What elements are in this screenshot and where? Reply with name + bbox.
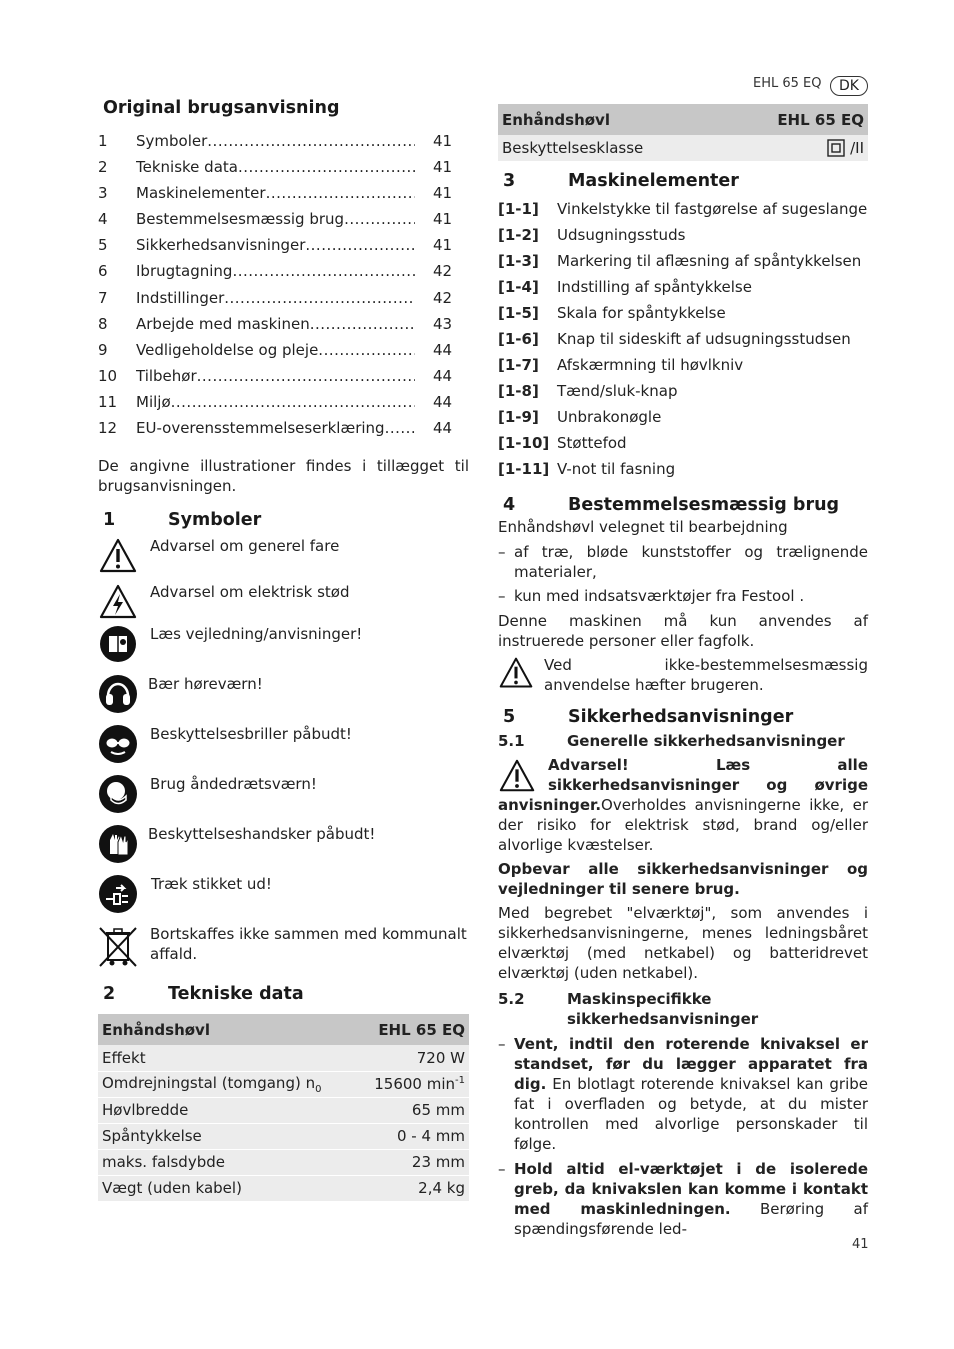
table-row: Beskyttelsesklasse /II bbox=[498, 135, 868, 161]
tech-data-table-continued bbox=[498, 104, 868, 162]
table-of-contents bbox=[98, 128, 469, 441]
table-row: Omdrejningstal (tomgang) $n_0$ 15600 $\min^{-1}$ bbox=[98, 1071, 469, 1097]
electric-shock-icon bbox=[98, 582, 138, 622]
list-item: [1-7] Afskærmning til høvlkniv bbox=[498, 356, 744, 375]
read-manual-icon bbox=[98, 624, 138, 664]
section-heading-machine-elements: 3 Maskinelementer bbox=[503, 170, 739, 191]
toc-row[interactable]: 1 Symboler ..... 41 bbox=[98, 128, 469, 154]
protection-class-icon bbox=[827, 139, 845, 157]
intended-use-intro: Enhåndshøvl velegnet til bearbejdning bbox=[498, 517, 788, 536]
list-item: – Vent, indtil den roterende knivaksel er standset, før du lægger apparatet fra dig. En blotlagt roterende knivaksel kan gribe fat i overfladen og betyde, at du mister kontrollen med alvorlige personskader til følge. bbox=[498, 1034, 868, 1153]
list-item: – Hold altid el-værktøjet i de isolerede greb, da knivakslen kan komme i kontakt med maskinledningen. Berøring af spændingsførende led- bbox=[498, 1159, 868, 1238]
toc-row[interactable]: 5 Sikkerhedsanvisninger ..... 41 bbox=[98, 232, 469, 258]
machine-elements-list bbox=[498, 196, 868, 483]
toc-row[interactable]: 12 EU-overensstemmelseserklæring ..... 44 bbox=[98, 415, 469, 441]
page-title: Original brugsanvisning bbox=[103, 98, 340, 118]
list-item: – kun med indsatsværktøjer fra Festool . bbox=[498, 586, 805, 605]
toc-row[interactable]: 2 Tekniske data ..... 41 bbox=[98, 154, 469, 180]
toc-row[interactable]: 7 Indstillinger ..... 42 bbox=[98, 285, 469, 311]
table-row: Effekt 720 W bbox=[98, 1045, 469, 1071]
table-header: Enhåndshøvl EHL 65 EQ bbox=[98, 1014, 469, 1045]
list-item: [1-3] Markering til aflæsning af spåntykkelsen bbox=[498, 251, 862, 270]
list-item: Brug åndedrætsværn! bbox=[98, 774, 469, 824]
list-item: Bortskaffes ikke sammen med kommunalt affald. bbox=[98, 924, 469, 980]
section-heading-symbols: 1 Symboler bbox=[103, 510, 262, 531]
list-item: [1-11] V-not til fasning bbox=[498, 460, 676, 479]
right-column bbox=[498, 104, 868, 1239]
safety-warning: Advarsel! Læs alle sikkerhedsanvisninger og øvrige anvisninger.Overholdes anvisningerne ikke, er der risiko for elektrisk stød, brand og/eller alvorlige kvæstelser. bbox=[498, 755, 868, 854]
list-item: [1-2] Udsugningsstuds bbox=[498, 225, 686, 244]
toc-row[interactable]: 6 Ibrugtagning ..... 42 bbox=[98, 258, 469, 284]
list-item: Læs vejledning/anvisninger! bbox=[98, 624, 469, 674]
list-item: Træk stikket ud! bbox=[98, 874, 469, 924]
toc-row[interactable]: 10 Tilbehør ..... 44 bbox=[98, 363, 469, 389]
toc-row[interactable]: 4 Bestemmelsesmæssig brug ..... 41 bbox=[98, 206, 469, 232]
page-number: 41 bbox=[852, 1237, 869, 1252]
warning-icon bbox=[498, 757, 536, 795]
list-item: [1-5] Skala for spåntykkelse bbox=[498, 303, 726, 322]
list-item: Beskyttelsesbriller påbudt! bbox=[98, 724, 469, 774]
subsection-heading-general-safety: 5.1 Generelle sikkerhedsanvisninger bbox=[498, 731, 845, 750]
section-heading-safety: 5 Sikkerhedsanvisninger bbox=[503, 706, 794, 727]
toc-row[interactable]: 9 Vedligeholdelse og pleje ..... 44 bbox=[98, 337, 469, 363]
safety-goggles-icon bbox=[98, 724, 138, 764]
toc-row[interactable]: 8 Arbejde med maskinen ..... 43 bbox=[98, 311, 469, 337]
keep-instructions: Opbevar alle sikkerhedsanvisninger og vejledninger til senere brug. bbox=[498, 859, 868, 898]
list-item: [1-1] Vinkelstykke til fastgørelse af sugeslange bbox=[498, 199, 868, 218]
gloves-icon bbox=[98, 824, 138, 864]
subsection-heading-specific-safety: 5.2 Maskinspecifikke sikkerhedsanvisninger bbox=[498, 989, 759, 1028]
table-header: Enhåndshøvl EHL 65 EQ bbox=[498, 104, 868, 135]
toc-row[interactable]: 3 Maskinelementer ..... 41 bbox=[98, 180, 469, 206]
list-item: [1-10] Støttefod bbox=[498, 434, 627, 453]
table-row: Høvlbredde 65 mm bbox=[98, 1097, 469, 1123]
table-row: maks. falsdybde 23 mm bbox=[98, 1149, 469, 1175]
list-item: Bær høreværn! bbox=[98, 674, 469, 724]
list-item: [1-9] Unbrakonøgle bbox=[498, 408, 662, 427]
list-item: [1-8] Tænd/sluk-knap bbox=[498, 382, 678, 401]
list-item: [1-4] Indstilling af spåntykkelse bbox=[498, 277, 752, 296]
list-item: – af træ, bløde kunststoffer og trælignende materialer, bbox=[498, 542, 868, 581]
table-row: Spåntykkelse 0 - 4 mm bbox=[98, 1123, 469, 1149]
table-row: Vægt (uden kabel) 2,4 kg bbox=[98, 1175, 469, 1201]
unplug-icon bbox=[98, 874, 138, 914]
list-item: Advarsel om elektrisk stød bbox=[98, 582, 469, 624]
left-column bbox=[98, 98, 469, 1202]
tech-data-table bbox=[98, 1014, 469, 1202]
intended-use-warning: Ved ikke-bestemmelsesmæssig anvendelse hæfter brugeren. bbox=[498, 655, 868, 695]
toc-row[interactable]: 11 Miljø ..... 44 bbox=[98, 389, 469, 415]
list-item: Beskyttelseshandsker påbudt! bbox=[98, 824, 469, 874]
section-heading-intended-use: 4 Bestemmelsesmæssig brug bbox=[503, 494, 840, 515]
warning-icon bbox=[498, 655, 534, 691]
ear-protection-icon bbox=[98, 674, 138, 714]
no-household-waste-icon bbox=[98, 924, 138, 968]
list-item: [1-6] Knap til sideskift af udsugningsstudsen bbox=[498, 329, 851, 348]
header-model: EHL 65 EQ bbox=[753, 76, 822, 91]
language-badge: DK bbox=[830, 76, 868, 96]
warning-icon bbox=[98, 536, 138, 576]
illustrations-note: De angivne illustrationer findes i tillægget til brugsanvisningen. bbox=[98, 457, 469, 496]
power-tool-term: Med begrebet "elværktøj", som anvendes i sikkerhedsanvisningerne, menes ledningsbåret elværktøj (med netkabel) og batteridrevet elværktøj (uden netkabel). bbox=[498, 903, 868, 982]
section-heading-tech-data: 2 Tekniske data bbox=[103, 984, 304, 1005]
respirator-icon bbox=[98, 774, 138, 814]
symbols-list bbox=[98, 536, 469, 980]
intended-use-para: Denne maskinen må kun anvendes af instruerede personer eller fagfolk. bbox=[498, 611, 868, 650]
list-item: Advarsel om generel fare bbox=[98, 536, 469, 582]
